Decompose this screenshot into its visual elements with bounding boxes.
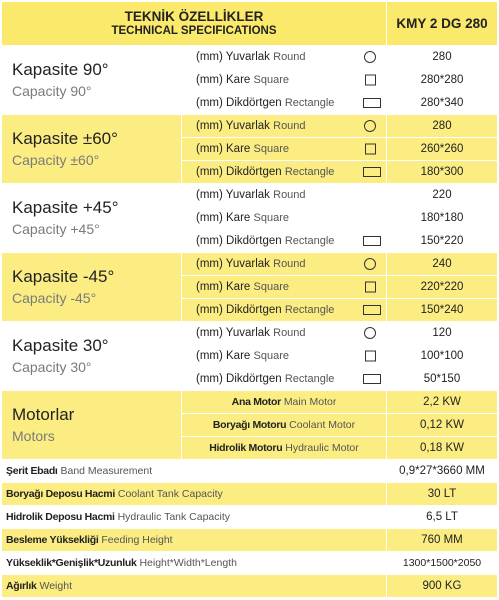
feeding-height-value: 760 MM — [387, 529, 498, 552]
capacity-en: Capacity -45° — [12, 290, 97, 306]
capacity-60-round-row — [2, 115, 498, 138]
motors-label — [2, 391, 182, 460]
circle-icon — [364, 258, 376, 270]
feeding-height-label: Besleme Yüksekliği Feeding Height — [2, 529, 387, 552]
coolant-tank-value: 30 LT — [387, 483, 498, 506]
title-en: TECHNICAL SPECIFICATIONS — [111, 24, 277, 37]
weight-value: 900 KG — [387, 575, 498, 598]
rect-label: (mm) Dikdörtgen Rectangle — [182, 299, 387, 322]
dimensions-row — [2, 552, 498, 575]
capacity-90-rect-value: 280*340 — [387, 92, 498, 115]
square-label: (mm) Kare Square — [182, 138, 387, 161]
capacity-90-round-value: 280 — [387, 46, 498, 69]
square-icon — [365, 144, 376, 155]
rectangle-icon — [363, 167, 381, 177]
hydraulic-motor-value: 0,18 KW — [387, 437, 498, 460]
table-title — [2, 2, 387, 46]
round-label: (mm) Yuvarlak Round — [182, 322, 387, 345]
capacity-60-label — [2, 115, 182, 184]
capacity-m45-round-row — [2, 253, 498, 276]
motors-en: Motors — [12, 428, 55, 444]
coolant-motor-value: 0,12 KW — [387, 414, 498, 437]
coolant-tank-row — [2, 483, 498, 506]
capacity-60-round-value: 280 — [387, 115, 498, 138]
capacity-p45-round-value: 220 — [387, 184, 498, 207]
square-label: (mm) Kare Square — [182, 69, 387, 92]
band-row — [2, 460, 498, 483]
dimensions-label: Yükseklik*Genişlik*Uzunluk Height*Width*Length — [2, 552, 387, 575]
hydraulic-motor-label: Hidrolik Motoru Hydraulic Motor — [182, 437, 387, 460]
capacity-30-round-row — [2, 322, 498, 345]
capacity-90-square-value: 280*280 — [387, 69, 498, 92]
round-label: (mm) Yuvarlak Round — [182, 184, 387, 207]
band-label: Şerit Ebadı Band Measurement — [2, 460, 387, 483]
capacity-30-rect-value: 50*150 — [387, 368, 498, 391]
round-label: (mm) Yuvarlak Round — [182, 115, 387, 138]
header-row — [2, 2, 498, 46]
capacity-m45-square-value: 220*220 — [387, 276, 498, 299]
capacity-60-rect-value: 180*300 — [387, 161, 498, 184]
capacity-m45-round-value: 240 — [387, 253, 498, 276]
motors-tr: Motorlar — [12, 405, 75, 424]
feeding-height-row — [2, 529, 498, 552]
capacity-tr: Kapasite 90° — [12, 60, 109, 79]
rect-label: (mm) Dikdörtgen Rectangle — [182, 92, 387, 115]
square-icon — [365, 75, 376, 86]
title-tr: TEKNİK ÖZELLİKLER — [124, 9, 264, 25]
rectangle-icon — [363, 374, 381, 384]
capacity-30-round-value: 120 — [387, 322, 498, 345]
capacity-90-round-row — [2, 46, 498, 69]
square-label: (mm) Kare Square — [182, 276, 387, 299]
main-motor-value: 2,2 KW — [387, 391, 498, 414]
rect-label: (mm) Dikdörtgen Rectangle — [182, 230, 387, 253]
capacity-p45-square-value: 180*180 — [387, 207, 498, 230]
hydraulic-tank-label: Hidrolik Deposu Hacmi Hydraulic Tank Capacity — [2, 506, 387, 529]
coolant-motor-label: Boryağı Motoru Coolant Motor — [182, 414, 387, 437]
rectangle-icon — [363, 305, 381, 315]
capacity-tr: Kapasite 30° — [12, 336, 109, 355]
rect-label: (mm) Dikdörtgen Rectangle — [182, 368, 387, 391]
capacity-p45-label — [2, 184, 182, 253]
spec-table — [1, 1, 498, 598]
model-name: KMY 2 DG 280 — [387, 2, 498, 46]
capacity-30-label — [2, 322, 182, 391]
circle-icon — [364, 327, 376, 339]
round-label: (mm) Yuvarlak Round — [182, 253, 387, 276]
hydraulic-tank-row — [2, 506, 498, 529]
weight-label: Ağırlık Weight — [2, 575, 387, 598]
square-label: (mm) Kare Square — [182, 345, 387, 368]
capacity-p45-rect-value: 150*220 — [387, 230, 498, 253]
square-icon — [365, 282, 376, 293]
capacity-30-square-value: 100*100 — [387, 345, 498, 368]
hydraulic-tank-value: 6,5 LT — [387, 506, 498, 529]
rectangle-icon — [363, 236, 381, 246]
circle-icon — [364, 120, 376, 132]
capacity-m45-rect-value: 150*240 — [387, 299, 498, 322]
capacity-tr: Kapasite +45° — [12, 198, 119, 217]
capacity-p45-round-row — [2, 184, 498, 207]
circle-icon — [364, 51, 376, 63]
capacity-90-label — [2, 46, 182, 115]
round-label: (mm) Yuvarlak Round — [182, 46, 387, 69]
weight-row — [2, 575, 498, 598]
motor-main-row — [2, 391, 498, 414]
capacity-en: Capacity 90° — [12, 83, 92, 99]
coolant-tank-label: Boryağı Deposu Hacmi Coolant Tank Capacity — [2, 483, 387, 506]
rect-label: (mm) Dikdörtgen Rectangle — [182, 161, 387, 184]
capacity-en: Capacity 30° — [12, 359, 92, 375]
square-icon — [365, 351, 376, 362]
dimensions-value: 1300*1500*2050 — [387, 552, 498, 575]
main-motor-label: Ana Motor Main Motor — [182, 391, 387, 414]
capacity-tr: Kapasite ±60° — [12, 129, 118, 148]
capacity-en: Capacity ±60° — [12, 152, 100, 168]
capacity-60-square-value: 260*260 — [387, 138, 498, 161]
capacity-en: Capacity +45° — [12, 221, 100, 237]
rectangle-icon — [363, 98, 381, 108]
square-label: (mm) Kare Square — [182, 207, 387, 230]
capacity-m45-label — [2, 253, 182, 322]
capacity-tr: Kapasite -45° — [12, 267, 115, 286]
band-value: 0,9*27*3660 MM — [387, 460, 498, 483]
